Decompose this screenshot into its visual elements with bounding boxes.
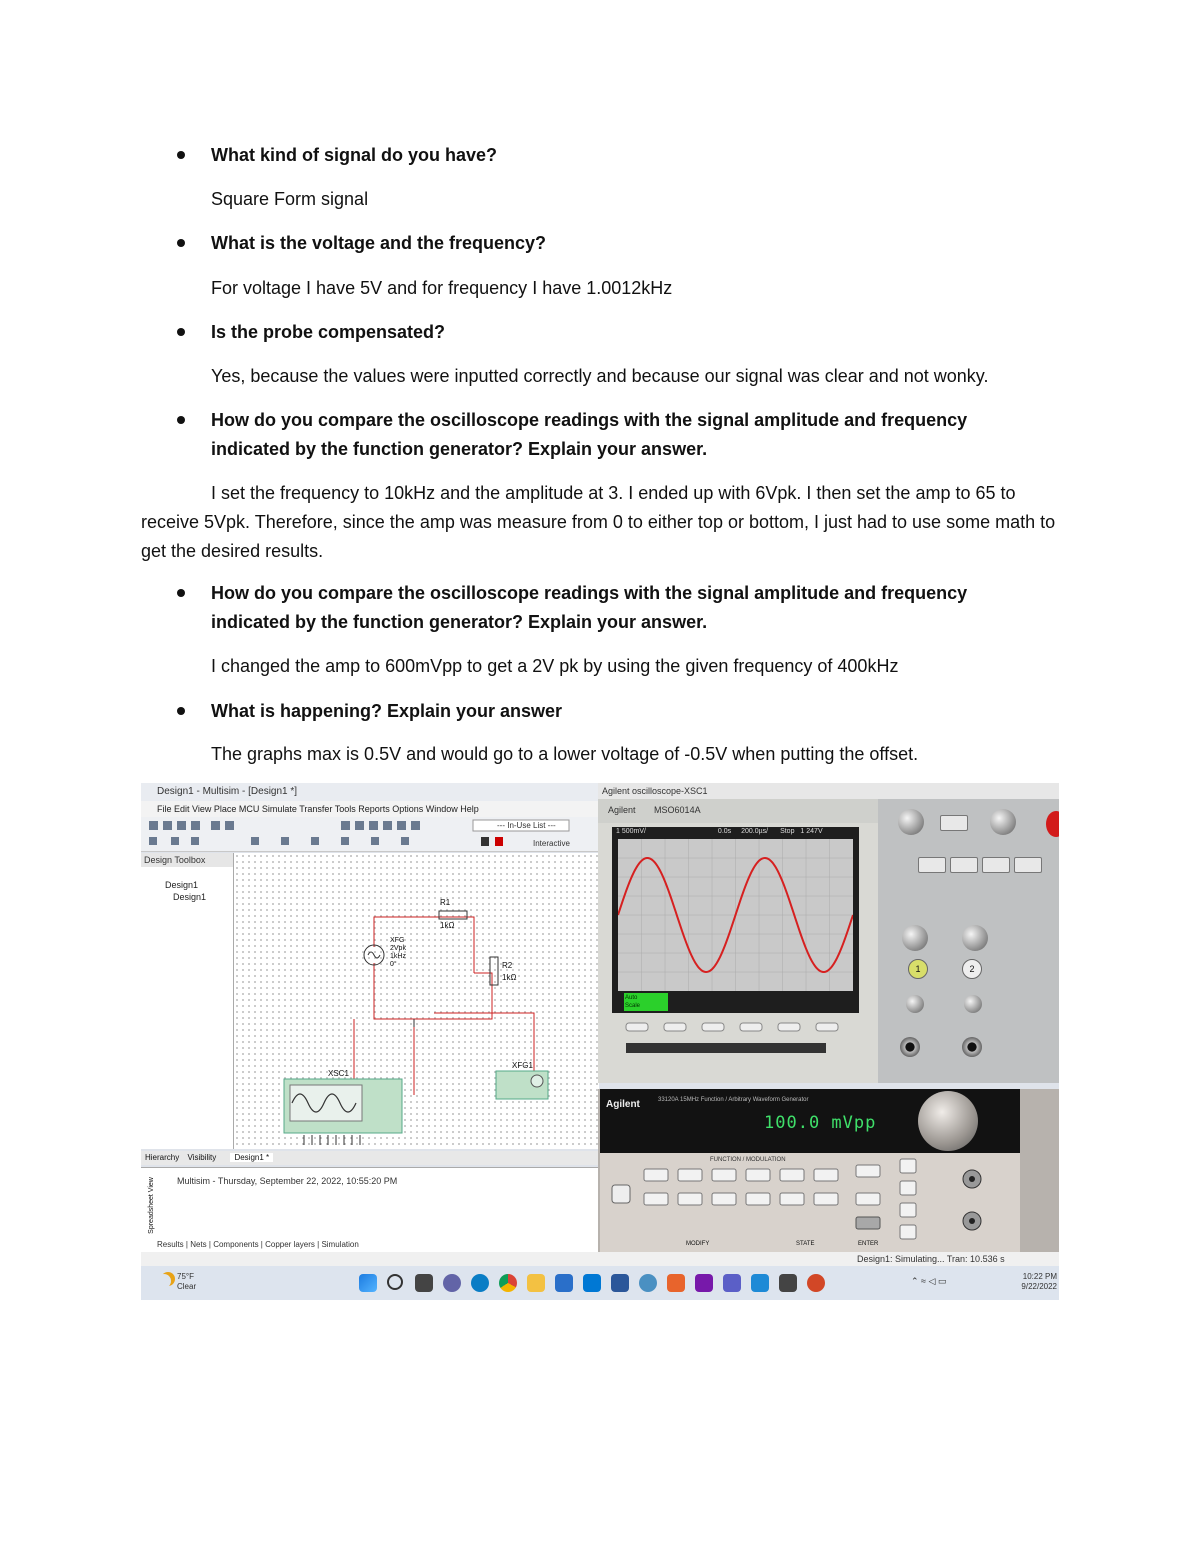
- teams-icon[interactable]: [723, 1274, 741, 1292]
- clock-time: 10:22 PM: [1022, 1272, 1057, 1281]
- question-2: What is the voltage and the frequency?: [211, 233, 547, 253]
- design-toolbox-title: Design Toolbox: [141, 853, 233, 867]
- tab-hierarchy[interactable]: Hierarchy: [145, 1153, 180, 1162]
- fg-front-panel: [600, 1153, 1020, 1252]
- source-line: XFG: [390, 937, 405, 944]
- tab-nets[interactable]: Nets: [190, 1240, 207, 1249]
- oscilloscope-window: [598, 783, 1059, 1083]
- r1-value: 1kΩ: [440, 921, 455, 930]
- xfg1-label: XFG1: [512, 1061, 533, 1070]
- mail-icon[interactable]: [611, 1274, 629, 1292]
- schematic-canvas[interactable]: [234, 853, 599, 1149]
- store-icon[interactable]: [555, 1274, 573, 1292]
- answer-6: The graphs max is 0.5V and would go to a lower voltage of -0.5V when putting the offset.: [211, 744, 919, 764]
- photos-icon[interactable]: [639, 1274, 657, 1292]
- softkeys: [612, 1021, 859, 1061]
- in-use-list[interactable]: --- In-Use List ---: [497, 821, 556, 830]
- tab-simulation[interactable]: Simulation: [321, 1240, 359, 1249]
- simulation-status: Design1: Simulating... Tran: 10.536 s: [857, 1254, 1005, 1264]
- ch1-volts-knob[interactable]: [902, 925, 928, 951]
- panel-button[interactable]: [1014, 857, 1042, 873]
- bullet-icon: [177, 328, 185, 336]
- softkey-row: [612, 1021, 859, 1061]
- r2-value: 1kΩ: [502, 973, 517, 982]
- tree-item-design-sheet[interactable]: Design1: [173, 892, 207, 902]
- weather-text: Clear: [177, 1282, 197, 1291]
- ch1-position-knob[interactable]: [906, 995, 924, 1013]
- bullet-icon: [177, 239, 185, 247]
- source-line: 1kHz: [390, 953, 406, 960]
- xsc1-label: XSC1: [328, 1069, 349, 1078]
- spreadsheet-view: [141, 1167, 599, 1253]
- scale-label: Scale: [625, 1003, 641, 1009]
- system-tray-icons[interactable]: ⌃ ≈ ◁ ▭: [911, 1276, 947, 1286]
- model-name: MSO6014A: [654, 805, 701, 815]
- question-4: How do you compare the oscilloscope readings with the signal amplitude and frequency indicated by the function generator? Explain your answer.: [211, 410, 968, 459]
- source-label: [390, 937, 406, 969]
- ch2-position-knob[interactable]: [964, 995, 982, 1013]
- tab-design[interactable]: Design1 *: [230, 1153, 273, 1162]
- oscilloscope-brand: [608, 805, 701, 815]
- readout-volts: 1 500mV/: [616, 828, 646, 835]
- design-tree: [141, 867, 233, 903]
- fg-display-readout: 100.0 mVpp: [764, 1113, 877, 1133]
- channel-1-button[interactable]: [908, 959, 928, 979]
- answer-1: Square Form signal: [211, 189, 369, 209]
- chat-icon[interactable]: [443, 1274, 461, 1292]
- source-line: 2Vpk: [390, 945, 406, 952]
- horizontal-knob[interactable]: [898, 809, 924, 835]
- question-6: What is happening? Explain your answer: [211, 701, 563, 721]
- channel-2-label: 2: [969, 964, 975, 974]
- bullet-icon: [177, 707, 185, 715]
- function-generator-display-area: [600, 1089, 1020, 1153]
- media-icon[interactable]: [667, 1274, 685, 1292]
- clock[interactable]: [1007, 1272, 1057, 1292]
- brand-name: Agilent: [608, 805, 636, 815]
- weather-temp: 75°F: [177, 1272, 194, 1281]
- bullet-icon: [177, 589, 185, 597]
- multisim-menu-bar[interactable]: File Edit View Place MCU Simulate Transfer Tools Reports Options Window Help: [141, 801, 599, 817]
- bullet-icon: [177, 416, 185, 424]
- position-knob[interactable]: [990, 809, 1016, 835]
- scope-readout: [616, 828, 823, 835]
- multisim-title: Design1 - Multisim - [Design1 *]: [157, 786, 298, 797]
- status-bar: [141, 1252, 1059, 1266]
- auto-label: Auto: [625, 995, 638, 1001]
- clock-date: 9/22/2022: [1021, 1282, 1057, 1291]
- fg-section-label: FUNCTION / MODULATION: [710, 1157, 786, 1163]
- windows-taskbar: [141, 1266, 1059, 1300]
- vscode-icon[interactable]: [751, 1274, 769, 1292]
- fg-enter-label: ENTER: [858, 1241, 879, 1247]
- fg-modify-label: MODIFY: [686, 1241, 710, 1247]
- ch2-volts-knob[interactable]: [962, 925, 988, 951]
- edge-icon[interactable]: [471, 1274, 489, 1292]
- panel-button[interactable]: [940, 815, 968, 831]
- answer-5: I changed the amp to 600mVpp to get a 2V pk by using the given frequency of 400kHz: [211, 656, 899, 676]
- tab-copper-layers[interactable]: Copper layers: [265, 1240, 315, 1249]
- panel-button[interactable]: [950, 857, 978, 873]
- file-explorer-icon[interactable]: [527, 1274, 545, 1292]
- tab-visibility[interactable]: Visibility: [187, 1153, 217, 1162]
- ch2-input-connector[interactable]: [962, 1037, 982, 1057]
- spreadsheet-message: Multisim - Thursday, September 22, 2022, 10:55:20 PM: [177, 1176, 398, 1186]
- tree-item-design[interactable]: Design1: [165, 880, 199, 890]
- powerpoint-icon[interactable]: [807, 1274, 825, 1292]
- question-5: How do you compare the oscilloscope readings with the signal amplitude and frequency indicated by the function generator? Explain your answer.: [211, 583, 968, 632]
- readout-time: 200.0µs/: [741, 828, 769, 835]
- channel-1-label: 1: [915, 964, 921, 974]
- readout-status: Stop: [780, 828, 795, 835]
- spreadsheet-side-label: Spreadsheet View: [147, 1177, 155, 1234]
- r1-label: R1: [440, 898, 451, 907]
- interactive-label[interactable]: Interactive: [533, 839, 570, 848]
- function-generator: [598, 1089, 1059, 1252]
- source-line: 0°: [390, 961, 397, 968]
- multisim-icon[interactable]: [779, 1274, 797, 1292]
- fg-keypad[interactable]: [600, 1153, 1020, 1252]
- task-view-icon[interactable]: [415, 1274, 433, 1292]
- channel-2-button[interactable]: [962, 959, 982, 979]
- oscilloscope-header: [598, 799, 878, 823]
- answer-4: I set the frequency to 10kHz and the amplitude at 3. I ended up with 6Vpk. I then set the amp to 65 to receive 5Vpk. Therefore, since the amp was measure from 0 to either top or bottom, I just had to use some math to get the desired results.: [141, 483, 1056, 561]
- ch1-input-connector[interactable]: [900, 1037, 920, 1057]
- question-1: What kind of signal do you have?: [211, 145, 498, 165]
- r2-label: R2: [502, 961, 513, 970]
- tab-results[interactable]: Results: [157, 1240, 184, 1249]
- spreadsheet-tabs: Results | Nets | Components | Copper layers | Simulation: [157, 1240, 359, 1249]
- fg-knob[interactable]: [918, 1091, 978, 1151]
- multisim-toolbar[interactable]: [141, 817, 599, 852]
- scope-plot: [618, 839, 853, 991]
- moon-icon: [157, 1274, 171, 1288]
- sine-waveform: [618, 839, 853, 991]
- auto-scale-button[interactable]: [624, 993, 668, 1011]
- start-icon[interactable]: [359, 1274, 377, 1292]
- oscilloscope-screen: [612, 827, 859, 1013]
- question-3: Is the probe compensated?: [211, 322, 446, 342]
- weather-widget[interactable]: [177, 1272, 196, 1292]
- answer-3: Yes, because the values were inputted correctly and because our signal was clear and not wonky.: [211, 366, 989, 386]
- design-toolbox: [141, 853, 234, 1149]
- power-button[interactable]: [1046, 811, 1059, 837]
- readout-trigger: 1 247V: [800, 828, 823, 835]
- panel-button[interactable]: [918, 857, 946, 873]
- multisim-title-bar: [141, 783, 599, 801]
- fg-brand: Agilent: [606, 1099, 640, 1110]
- fg-state-label: STATE: [796, 1241, 815, 1247]
- answer-2: For voltage I have 5V and for frequency I have 1.0012kHz: [211, 278, 673, 298]
- search-icon[interactable]: [387, 1274, 403, 1290]
- bullet-icon: [177, 151, 185, 159]
- embedded-screenshot: [141, 783, 1059, 1300]
- multisim-tabs: [141, 1151, 599, 1165]
- oscilloscope-title: Agilent oscilloscope-XSC1: [598, 783, 1059, 799]
- app-icon[interactable]: [583, 1274, 601, 1292]
- schematic-wires: [234, 853, 599, 1149]
- onenote-icon[interactable]: [695, 1274, 713, 1292]
- fg-model: 33120A 15MHz Function / Arbitrary Waveform Generator: [658, 1097, 809, 1103]
- chrome-icon[interactable]: [499, 1274, 517, 1292]
- tab-components[interactable]: Components: [213, 1240, 259, 1249]
- panel-button[interactable]: [982, 857, 1010, 873]
- readout-delay: 0.0s: [717, 828, 732, 835]
- oscilloscope-control-panel: [878, 799, 1059, 1083]
